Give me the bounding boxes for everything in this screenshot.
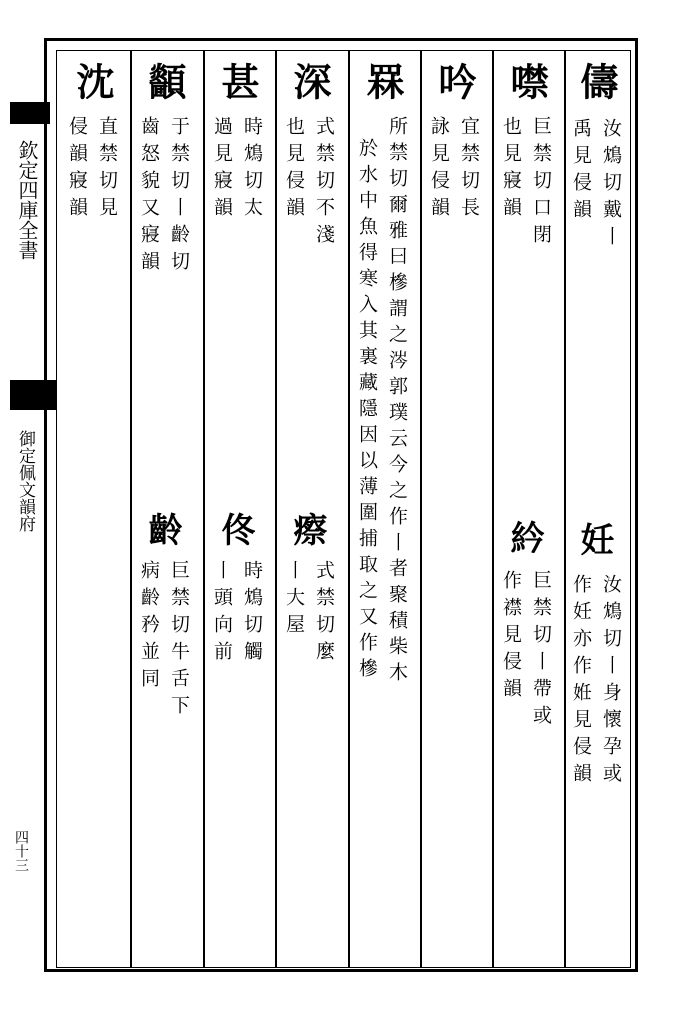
annotation-left: 作襟見侵韻	[500, 570, 522, 705]
entry-column	[60, 62, 126, 962]
book-title: 欽定四庫全書	[15, 140, 39, 260]
annotation-left: 丨頭向前	[211, 560, 233, 668]
margin-strip	[4, 40, 54, 950]
annotation-right: 宜禁切長	[458, 116, 480, 224]
head-character: 罧	[360, 62, 405, 100]
head-character: 吟	[432, 62, 477, 100]
annotation-right: 式禁切麼	[313, 560, 335, 668]
head-character: 妊	[574, 522, 614, 556]
entry-column	[205, 62, 271, 962]
head-character: 深	[287, 62, 332, 100]
annotation-left: 過見寢韻	[211, 116, 233, 224]
annotation-right: 巨禁切口閉	[530, 116, 552, 251]
fishtail-mark-top	[10, 102, 50, 124]
head-character: 瘵	[287, 512, 327, 546]
annotation-left: 侵韻寢韻	[66, 116, 88, 224]
entry-column	[132, 62, 198, 962]
entry-column	[494, 62, 560, 962]
page-number: 四十三	[13, 830, 29, 872]
head-character: 儔	[574, 62, 619, 100]
annotation-left: 齒怒貌又寢韻	[138, 116, 160, 278]
head-character: 噤	[504, 62, 549, 100]
annotation-left: 作妊亦作姙見侵韻	[570, 574, 592, 790]
entry-column	[566, 62, 632, 962]
annotation-left: 詠見侵韻	[428, 116, 450, 224]
head-character: 齡	[142, 512, 182, 546]
book-subtitle: 御定佩文韻府	[15, 430, 35, 532]
annotation-right: 直禁切見	[96, 116, 118, 224]
annotation-right: 巨禁切丨帶或	[530, 570, 552, 732]
annotation-right: 汝鴆切戴丨	[600, 118, 622, 253]
head-character: 甚	[215, 62, 260, 100]
annotation-right: 所禁切爾雅曰槮謂之涔郭璞云今之作丨者聚積柴木	[386, 116, 408, 688]
head-character: 顲	[142, 62, 187, 100]
annotation-right: 于禁切丨齡切	[168, 116, 190, 278]
annotation-right: 巨禁切牛舌下	[168, 560, 190, 722]
annotation-left: 丨大屋	[283, 560, 305, 641]
entry-column	[350, 62, 416, 962]
annotation-right: 式禁切不淺	[313, 116, 335, 251]
annotation-right: 時鴆切觸	[241, 560, 263, 668]
annotation-left: 禹見侵韻	[570, 118, 592, 226]
head-character: 佟	[215, 512, 255, 546]
entry-column	[277, 62, 343, 962]
head-character: 沈	[70, 62, 115, 100]
annotation-left: 病齡矜並同	[138, 560, 160, 695]
annotation-right: 時鴆切太	[241, 116, 263, 224]
annotation-right: 汝鴆切丨身懷孕或	[600, 574, 622, 790]
head-character: 紟	[504, 520, 544, 554]
annotation-left: 也見侵韻	[283, 116, 305, 224]
fishtail-mark-bottom	[10, 380, 56, 410]
entry-column	[422, 62, 488, 962]
annotation-left: 也見寢韻	[500, 116, 522, 224]
annotation-left: 於水中魚得寒入其裏藏隱因以薄圍捕取之又作槮	[356, 138, 378, 684]
